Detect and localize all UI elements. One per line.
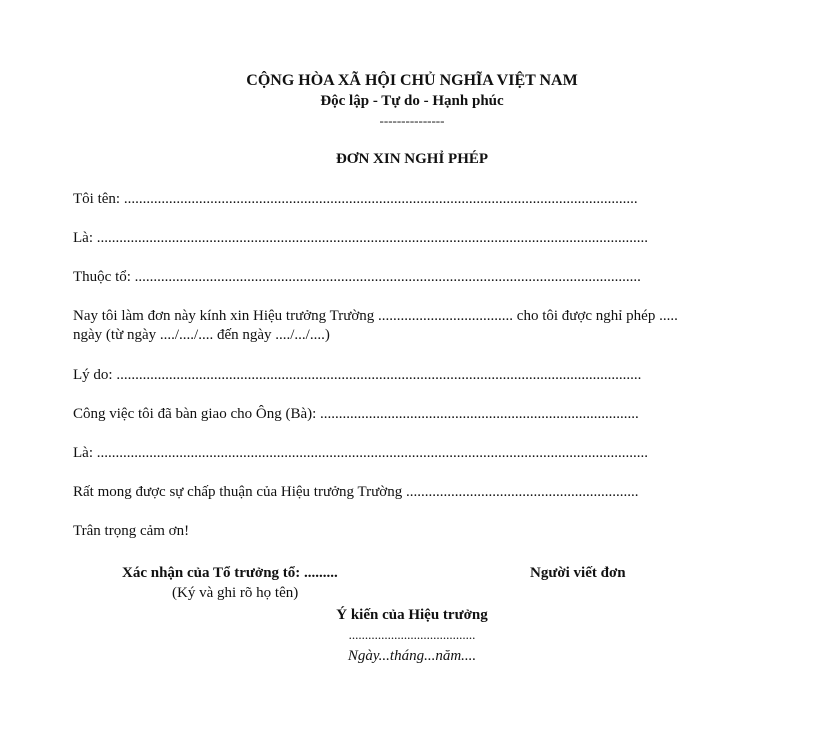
- national-title: CỘNG HÒA XÃ HỘI CHỦ NGHĨA VIỆT NAM: [246, 72, 578, 89]
- national-motto: Độc lập - Tự do - Hạnh phúc: [320, 93, 504, 109]
- principal-opinion-dots: .......................................: [348, 627, 476, 642]
- request-line: Nay tôi làm đơn này kính xin Hiệu trưởng Trường .................................... cho tôi được nghỉ phép .....: [73, 308, 678, 324]
- date-line: Ngày...tháng...năm....: [347, 648, 477, 664]
- position-line: Là: ...................................................................................................................................................: [73, 230, 648, 246]
- document-title: ĐƠN XIN NGHỈ PHÉP: [335, 151, 489, 167]
- approval-request-line: Rất mong được sự chấp thuận của Hiệu trưởng Trường ..............................................................: [73, 484, 639, 500]
- request-date-line: ngày (từ ngày ..../..../.... đến ngày ..../.../....): [73, 327, 330, 343]
- name-line: Tôi tên: .........................................................................................................................................: [73, 191, 638, 207]
- principal-opinion-label: Ý kiến của Hiệu trưởng: [336, 607, 488, 623]
- header-divider: ---------------: [379, 113, 445, 128]
- applicant-signature-label: Người viết đơn: [530, 565, 626, 581]
- handover-line: Công việc tôi đã bàn giao cho Ông (Bà): .....................................................................................: [73, 406, 639, 422]
- handover-position-line: Là: ...................................................................................................................................................: [73, 445, 648, 461]
- reason-line: Lý do: ............................................................................................................................................: [73, 367, 642, 383]
- signature-instruction: (Ký và ghi rõ họ tên): [172, 585, 299, 601]
- group-line: Thuộc tổ: .......................................................................................................................................: [73, 269, 641, 285]
- group-leader-confirmation-label: Xác nhận của Tổ trưởng tổ: .........: [122, 565, 338, 581]
- thanks-line: Trân trọng cảm ơn!: [73, 523, 190, 539]
